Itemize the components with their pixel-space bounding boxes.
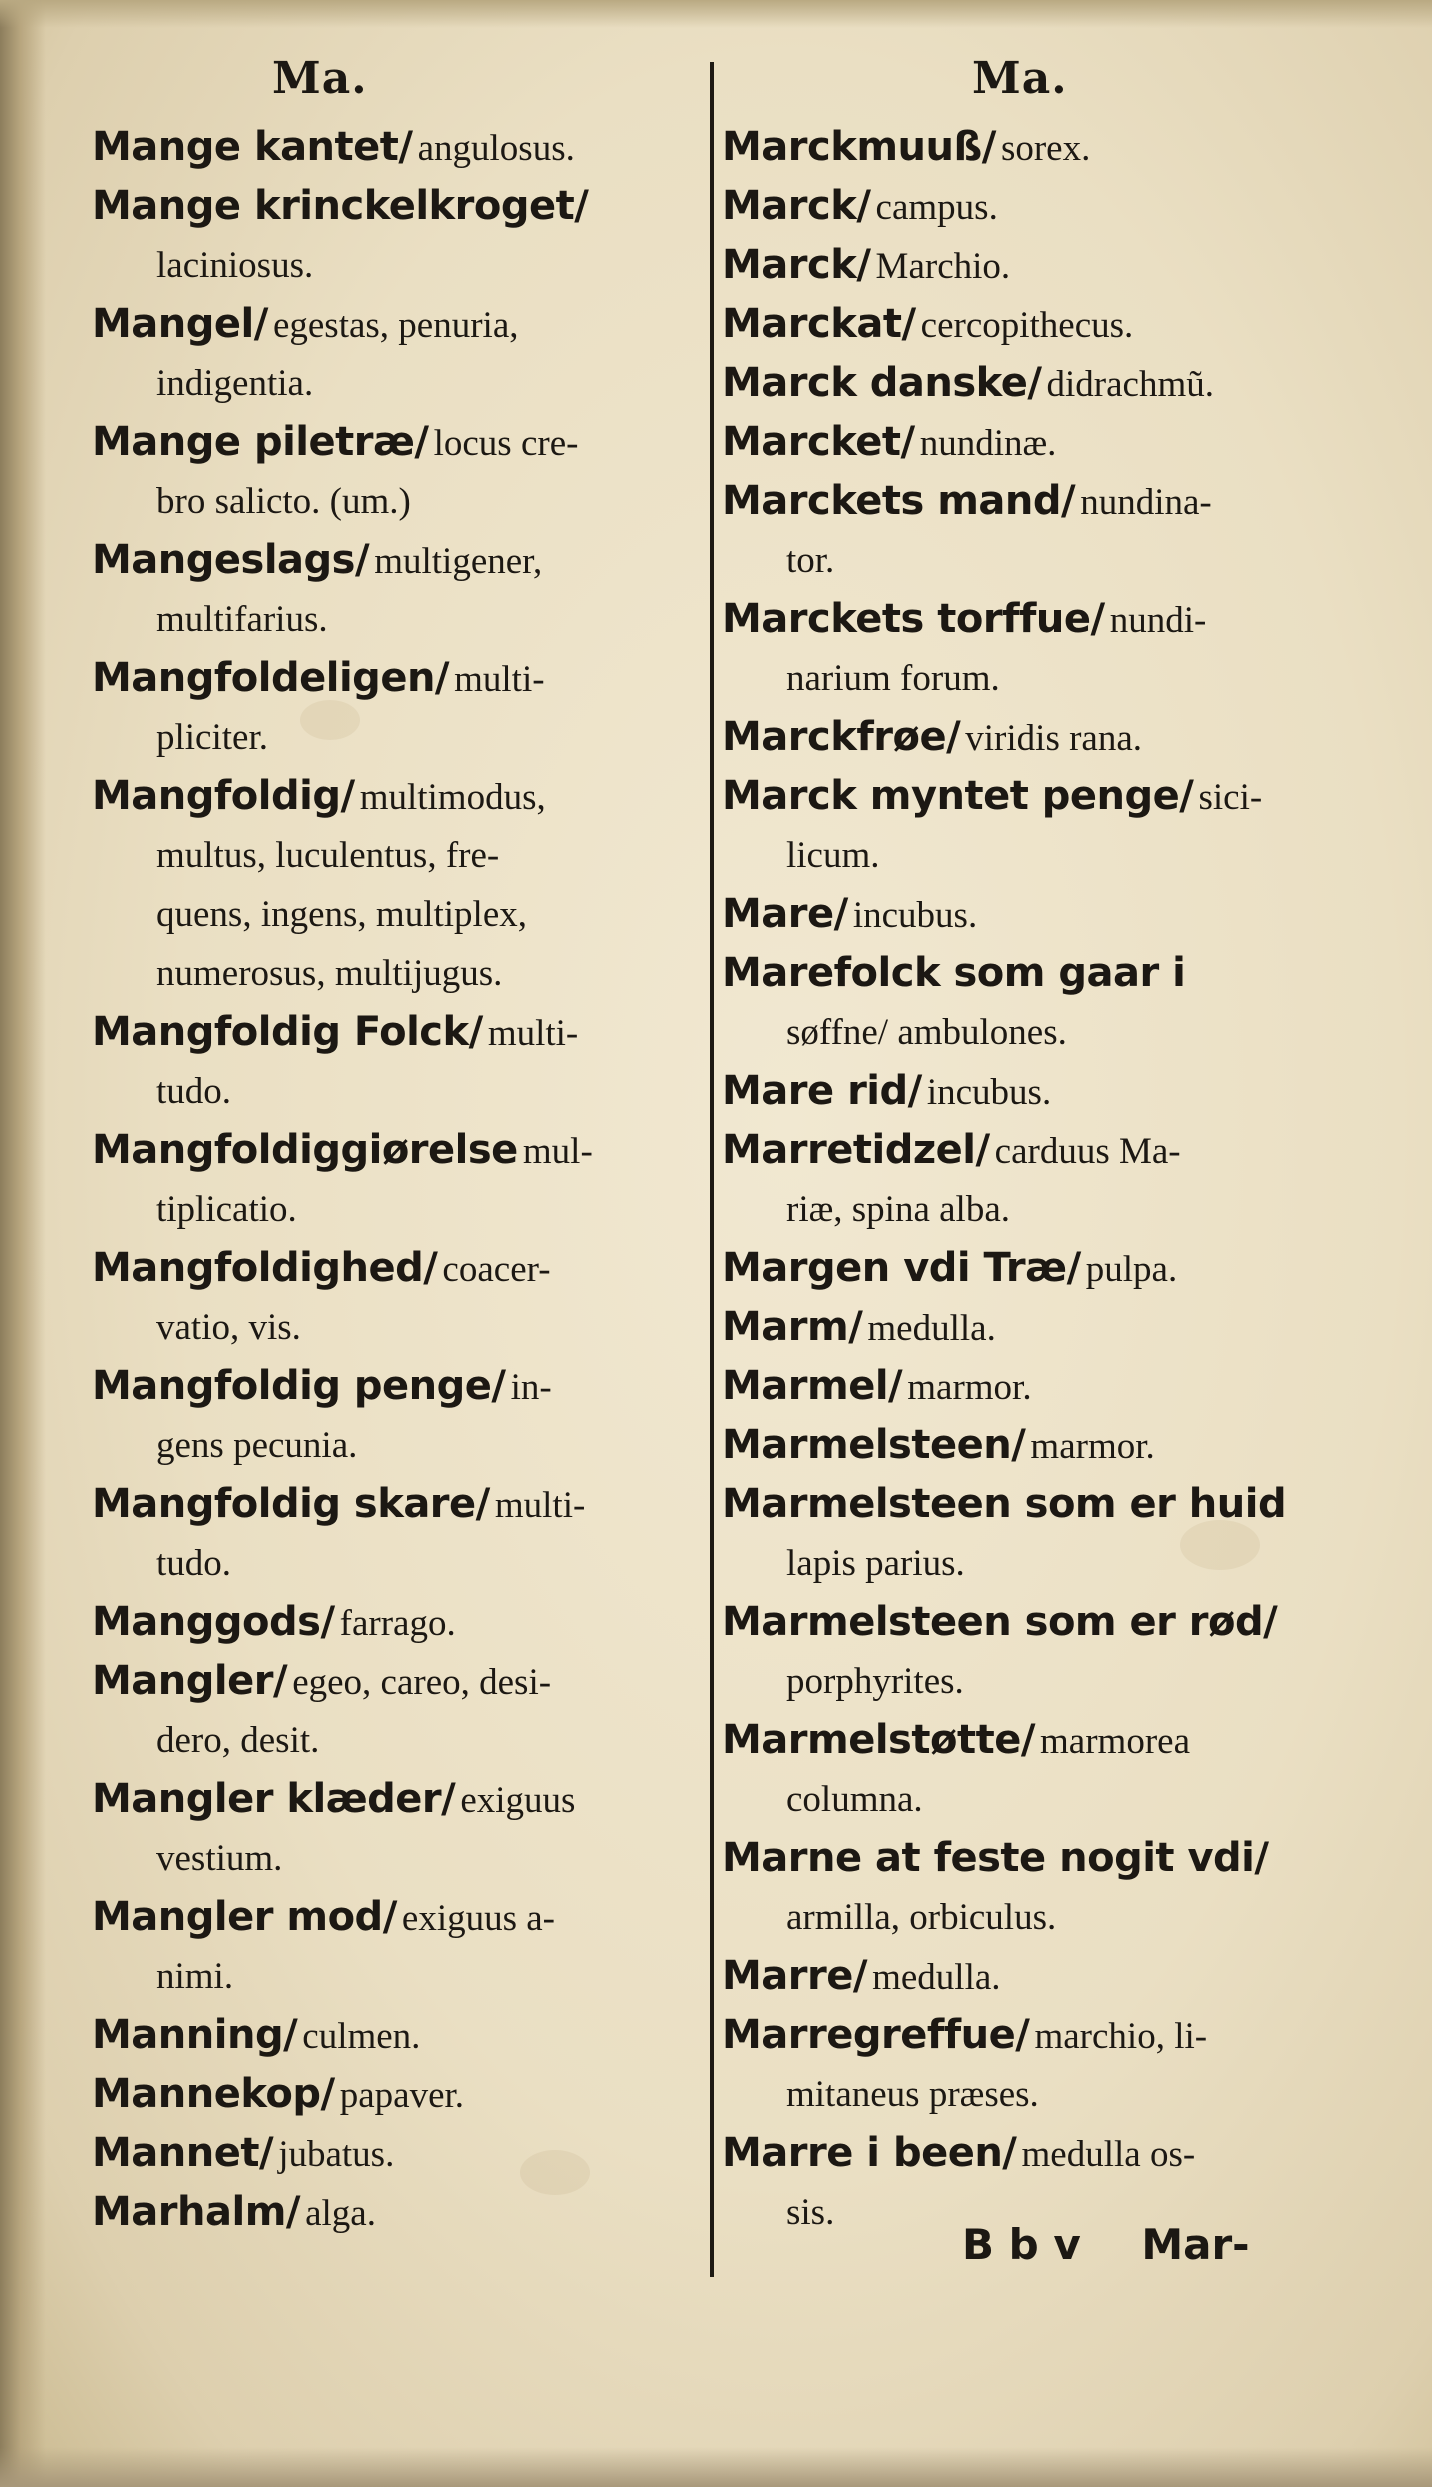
- dictionary-entry: [722, 354, 1342, 413]
- entry-latin-gloss: nundi-: [1109, 600, 1207, 641]
- entry-first-line: [722, 118, 1342, 177]
- entry-continuation-line: tudo.: [156, 1071, 232, 1112]
- entry-headword: Marckfrøe/: [722, 714, 961, 760]
- entry-latin-gloss: campus.: [875, 187, 998, 228]
- entry-latin-gloss: cercopithecus.: [920, 305, 1134, 346]
- entry-latin-gloss: didrachmũ.: [1046, 364, 1215, 405]
- entry-headword: Marmelsteen som er huid: [722, 1481, 1287, 1527]
- dictionary-entry: [722, 1829, 1342, 1947]
- entry-headword: Mangler klæder/: [92, 1776, 456, 1822]
- entry-first-line: [92, 2006, 712, 2065]
- entry-latin-gloss: egestas, penuria,: [272, 305, 519, 346]
- entry-continuation-line: sis.: [786, 2192, 835, 2233]
- entry-first-line: [92, 2183, 712, 2242]
- entry-latin-gloss: papaver.: [339, 2075, 465, 2116]
- entry-continuation-line: tiplicatio.: [156, 1189, 297, 1230]
- entry-first-line: [722, 1593, 1342, 1652]
- entry-latin-gloss: angulosus.: [417, 128, 575, 169]
- dictionary-entry: [722, 1121, 1342, 1239]
- entry-headword: Mangfoldig/: [92, 773, 355, 819]
- dictionary-entry: [92, 1475, 712, 1593]
- dictionary-entry: [92, 1770, 712, 1888]
- dictionary-entry: [722, 1298, 1342, 1357]
- entry-continuation-line: laciniosus.: [156, 245, 314, 286]
- entry-latin-gloss: multimodus,: [359, 777, 546, 818]
- page-gutter-shadow: [0, 0, 46, 2487]
- entry-latin-gloss: pulpa.: [1085, 1249, 1178, 1290]
- entry-continuation-line: vestium.: [156, 1838, 283, 1879]
- entry-headword: Mangfoldighed/: [92, 1245, 438, 1291]
- entry-latin-gloss: in-: [510, 1367, 552, 1408]
- entry-headword: Marck/: [722, 183, 871, 229]
- entry-first-line: [722, 1829, 1342, 1888]
- dictionary-entry: [92, 2183, 712, 2242]
- entry-first-line: [722, 1062, 1342, 1121]
- page-footer: [962, 2220, 1250, 2269]
- entry-headword: Mangfoldiggiørelse: [92, 1127, 518, 1173]
- dictionary-entry: [92, 1593, 712, 1652]
- entry-headword: Mangfoldig skare/: [92, 1481, 490, 1527]
- right-column: [722, 40, 1342, 2242]
- page-bottom-edge: [0, 2447, 1432, 2487]
- entry-latin-gloss: multi-: [494, 1485, 586, 1526]
- dictionary-entry: [92, 2065, 712, 2124]
- entry-headword: Mange krinckelkroget/: [92, 183, 589, 229]
- entry-continuation-line: gens pecunia.: [156, 1425, 358, 1466]
- entry-latin-gloss: marmor.: [907, 1367, 1032, 1408]
- dictionary-entry: [92, 649, 712, 767]
- dictionary-entry: [722, 118, 1342, 177]
- dictionary-entry: [722, 236, 1342, 295]
- dictionary-entry: [92, 1888, 712, 2006]
- entry-headword: Mangler/: [92, 1658, 288, 1704]
- entry-first-line: [722, 413, 1342, 472]
- dictionary-entry: [92, 1239, 712, 1357]
- dictionary-entry: [92, 767, 712, 1003]
- entry-continuation-line: søffne/ ambulones.: [786, 1012, 1067, 1053]
- entry-continuation-line: bro salicto. (um.): [156, 481, 411, 522]
- dictionary-entry: [92, 1357, 712, 1475]
- entry-first-line: [722, 177, 1342, 236]
- entry-headword: Marckat/: [722, 301, 916, 347]
- entry-first-line: [722, 1416, 1342, 1475]
- entry-continuation-line: tor.: [786, 540, 835, 581]
- dictionary-entry: [92, 118, 712, 177]
- dictionary-entry: [92, 1003, 712, 1121]
- dictionary-entry: [722, 295, 1342, 354]
- entry-latin-gloss: incubus.: [926, 1072, 1052, 1113]
- entry-first-line: [92, 1770, 712, 1829]
- entry-continuation-line: porphyrites.: [786, 1661, 964, 1702]
- entry-latin-gloss: marchio, li-: [1034, 2016, 1208, 2057]
- entry-first-line: [722, 354, 1342, 413]
- dictionary-entry: [92, 295, 712, 413]
- entry-headword: Mare/: [722, 891, 848, 937]
- entry-first-line: [92, 177, 712, 236]
- entry-continuation-line: armilla, orbiculus.: [786, 1897, 1057, 1938]
- entry-first-line: [92, 1003, 712, 1062]
- entry-first-line: [722, 2006, 1342, 2065]
- dictionary-entry: [92, 2006, 712, 2065]
- entry-first-line: [92, 413, 712, 472]
- catchword: Mar-: [1141, 2220, 1250, 2269]
- dictionary-entry: [722, 885, 1342, 944]
- entry-continuation-line: dero, desit.: [156, 1720, 320, 1761]
- entry-continuation-line: tudo.: [156, 1543, 232, 1584]
- entry-latin-gloss: culmen.: [302, 2016, 421, 2057]
- entry-latin-gloss: viridis rana.: [965, 718, 1143, 759]
- entry-continuation-line: columna.: [786, 1779, 923, 1820]
- entry-headword: Marcket/: [722, 419, 915, 465]
- entry-headword: Marre/: [722, 1953, 867, 1999]
- entry-continuation-line: mitaneus præses.: [786, 2074, 1039, 2115]
- entry-first-line: [92, 531, 712, 590]
- entry-latin-gloss: sici-: [1198, 777, 1263, 818]
- right-entry-list: [722, 118, 1342, 2242]
- entry-continuation-line: quens, ingens, multiplex,: [156, 894, 527, 935]
- entry-latin-gloss: locus cre-: [433, 423, 579, 464]
- entry-headword: Mangfoldig penge/: [92, 1363, 506, 1409]
- entry-headword: Mangfoldig Folck/: [92, 1009, 483, 1055]
- dictionary-entry: [722, 2006, 1342, 2124]
- dictionary-entry: [92, 2124, 712, 2183]
- entry-continuation-line: narium forum.: [786, 658, 1000, 699]
- dictionary-entry: [92, 413, 712, 531]
- entry-first-line: [722, 236, 1342, 295]
- entry-headword: Marhalm/: [92, 2189, 300, 2235]
- entry-first-line: [722, 1711, 1342, 1770]
- dictionary-entry: [722, 1062, 1342, 1121]
- entry-latin-gloss: medulla.: [872, 1957, 1001, 1998]
- entry-headword: Marefolck som gaar i: [722, 950, 1186, 996]
- entry-latin-gloss: Marchio.: [875, 246, 1011, 287]
- entry-latin-gloss: medulla os-: [1021, 2134, 1196, 2175]
- entry-latin-gloss: exiguus a-: [401, 1898, 556, 1939]
- dictionary-entry: [92, 531, 712, 649]
- entry-first-line: [722, 472, 1342, 531]
- entry-first-line: [92, 1888, 712, 1947]
- entry-headword: Marregreffue/: [722, 2012, 1030, 2058]
- entry-headword: Mange kantet/: [92, 124, 413, 170]
- entry-first-line: [92, 649, 712, 708]
- dictionary-entry: [722, 1475, 1342, 1593]
- entry-latin-gloss: multi-: [454, 659, 545, 700]
- entry-latin-gloss: nundina-: [1080, 482, 1212, 523]
- entry-headword: Mare rid/: [722, 1068, 922, 1114]
- entry-continuation-line: indigentia.: [156, 363, 314, 404]
- entry-first-line: [92, 295, 712, 354]
- entry-latin-gloss: alga.: [305, 2193, 376, 2234]
- dictionary-entry: [92, 1121, 712, 1239]
- dictionary-entry: [92, 1652, 712, 1770]
- entry-first-line: [722, 885, 1342, 944]
- entry-continuation-line: pliciter.: [156, 717, 268, 758]
- dictionary-entry: [722, 1357, 1342, 1416]
- entry-headword: Mannet/: [92, 2130, 274, 2176]
- entry-continuation-line: vatio, vis.: [156, 1307, 301, 1348]
- entry-first-line: [92, 2124, 712, 2183]
- entry-headword: Marmel/: [722, 1363, 903, 1409]
- entry-first-line: [92, 1652, 712, 1711]
- entry-first-line: [722, 1121, 1342, 1180]
- entry-first-line: [92, 1357, 712, 1416]
- entry-first-line: [92, 2065, 712, 2124]
- dictionary-entry: [722, 1239, 1342, 1298]
- dictionary-entry: [722, 1711, 1342, 1829]
- entry-first-line: [722, 1475, 1342, 1534]
- running-head-left: Ma.: [272, 53, 368, 104]
- entry-latin-gloss: marmorea: [1040, 1721, 1191, 1762]
- entry-headword: Mangler mod/: [92, 1894, 397, 1940]
- entry-first-line: [92, 1475, 712, 1534]
- entry-headword: Marre i been/: [722, 2130, 1017, 2176]
- entry-latin-gloss: egeo, careo, desi-: [292, 1662, 552, 1703]
- entry-headword: Marretidzel/: [722, 1127, 990, 1173]
- entry-headword: Marm/: [722, 1304, 863, 1350]
- entry-latin-gloss: sorex.: [1000, 128, 1091, 169]
- entry-first-line: [92, 1121, 712, 1180]
- entry-headword: Marmelsteen som er rød/: [722, 1599, 1278, 1645]
- entry-latin-gloss: exiguus: [460, 1780, 576, 1821]
- entry-continuation-line: riæ, spina alba.: [786, 1189, 1011, 1230]
- left-entry-list: [92, 118, 712, 2242]
- entry-first-line: [722, 295, 1342, 354]
- entry-headword: Marckets torffue/: [722, 596, 1105, 642]
- running-head-right: Ma.: [972, 53, 1068, 104]
- entry-first-line: [722, 1357, 1342, 1416]
- entry-headword: Marckmuuß/: [722, 124, 996, 170]
- entry-first-line: [722, 767, 1342, 826]
- entry-first-line: [92, 767, 712, 826]
- entry-first-line: [92, 1239, 712, 1298]
- entry-headword: Marck/: [722, 242, 871, 288]
- entry-continuation-line: multifarius.: [156, 599, 328, 640]
- entry-continuation-line: multus, luculentus, fre-: [156, 835, 500, 876]
- entry-headword: Marckets mand/: [722, 478, 1076, 524]
- entry-headword: Mangfoldeligen/: [92, 655, 450, 701]
- entry-latin-gloss: marmor.: [1030, 1426, 1155, 1467]
- entry-headword: Manning/: [92, 2012, 298, 2058]
- page-top-edge: [0, 0, 1432, 28]
- dictionary-entry: [722, 708, 1342, 767]
- entry-continuation-line: numerosus, multijugus.: [156, 953, 503, 994]
- dictionary-entry: [722, 944, 1342, 1062]
- entry-first-line: [722, 1239, 1342, 1298]
- entry-first-line: [722, 708, 1342, 767]
- entry-headword: Manggods/: [92, 1599, 335, 1645]
- entry-first-line: [722, 590, 1342, 649]
- entry-first-line: [92, 1593, 712, 1652]
- entry-latin-gloss: medulla.: [867, 1308, 996, 1349]
- dictionary-entry: [722, 1416, 1342, 1475]
- entry-headword: Mange piletræ/: [92, 419, 429, 465]
- entry-headword: Marck danske/: [722, 360, 1042, 406]
- entry-continuation-line: lapis parius.: [786, 1543, 965, 1584]
- entry-headword: Mannekop/: [92, 2071, 335, 2117]
- left-column: [92, 40, 712, 2242]
- dictionary-entry: [92, 177, 712, 295]
- entry-first-line: [722, 1947, 1342, 2006]
- dictionary-entry: [722, 177, 1342, 236]
- entry-latin-gloss: nundinæ.: [919, 423, 1057, 464]
- entry-latin-gloss: multigener,: [374, 541, 543, 582]
- entry-first-line: [722, 944, 1342, 1003]
- entry-latin-gloss: incubus.: [852, 895, 978, 936]
- entry-first-line: [722, 2124, 1342, 2183]
- entry-continuation-line: nimi.: [156, 1956, 234, 1997]
- entry-latin-gloss: carduus Ma-: [994, 1131, 1181, 1172]
- entry-latin-gloss: multi-: [487, 1013, 579, 1054]
- entry-first-line: [722, 1298, 1342, 1357]
- dictionary-entry: [722, 413, 1342, 472]
- entry-headword: Marmelsteen/: [722, 1422, 1026, 1468]
- dictionary-entry: [722, 472, 1342, 590]
- entry-latin-gloss: jubatus.: [278, 2134, 395, 2175]
- entry-headword: Mangeslags/: [92, 537, 370, 583]
- dictionary-entry: [722, 1947, 1342, 2006]
- entry-latin-gloss: coacer-: [442, 1249, 551, 1290]
- entry-headword: Marck myntet penge/: [722, 773, 1194, 819]
- entry-continuation-line: licum.: [786, 835, 880, 876]
- signature-mark: B b v: [962, 2220, 1081, 2269]
- entry-headword: Marmelstøtte/: [722, 1717, 1035, 1763]
- entry-headword: Margen vdi Træ/: [722, 1245, 1081, 1291]
- entry-latin-gloss: farrago.: [339, 1603, 456, 1644]
- entry-headword: Marne at feste nogit vdi/: [722, 1835, 1269, 1881]
- entry-headword: Mangel/: [92, 301, 268, 347]
- entry-first-line: [92, 118, 712, 177]
- dictionary-entry: [722, 590, 1342, 708]
- dictionary-entry: [722, 767, 1342, 885]
- dictionary-entry: [722, 1593, 1342, 1711]
- entry-latin-gloss: mul-: [522, 1131, 593, 1172]
